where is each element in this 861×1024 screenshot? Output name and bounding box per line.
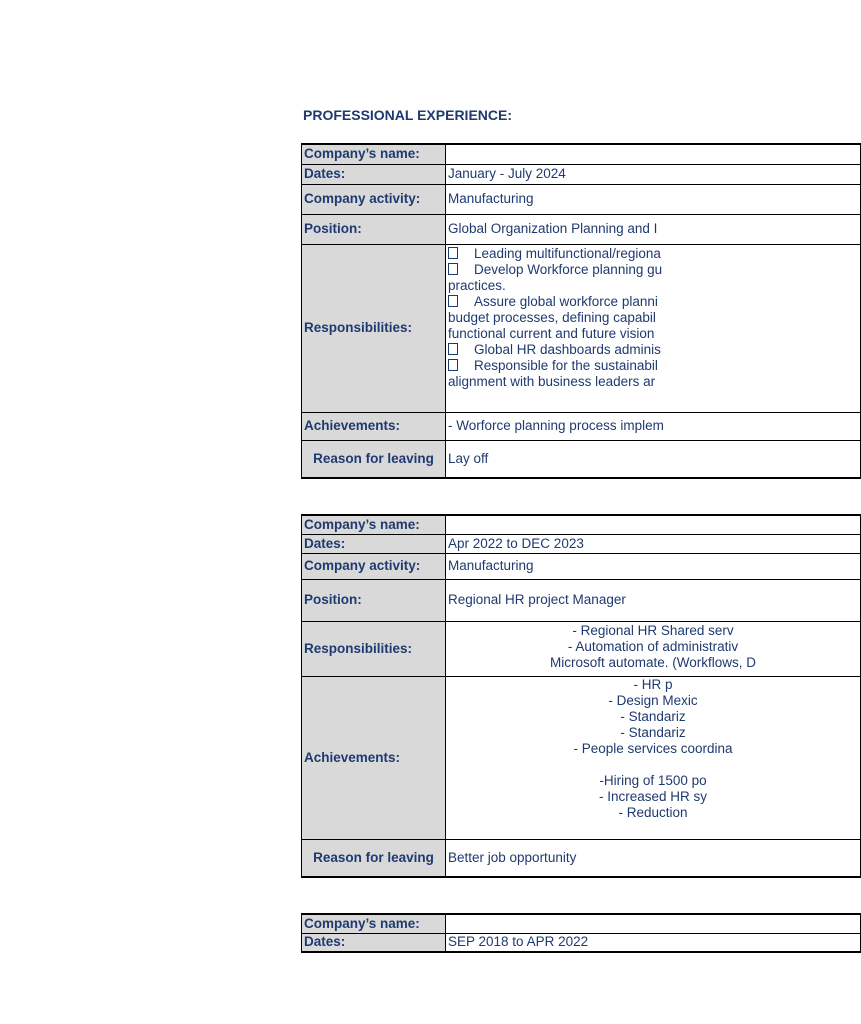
responsibilities-value — [446, 244, 861, 412]
responsibility-line: functional current and future vision — [448, 325, 655, 341]
reason-for-leaving-value: Lay off — [446, 440, 861, 478]
responsibility-line: - Regional HR Shared serv — [572, 622, 734, 638]
checkbox-glyph-icon — [448, 295, 458, 307]
company-name-label: Company’s name: — [302, 914, 446, 933]
company-name-value — [446, 914, 861, 933]
position-label: Position: — [302, 579, 446, 621]
checkbox-glyph-icon — [448, 359, 458, 371]
reason-for-leaving-label: Reason for leaving — [302, 839, 446, 877]
section-heading: PROFESSIONAL EXPERIENCE: — [303, 107, 513, 123]
responsibility-line: budget processes, defining capabil — [448, 309, 656, 325]
company-name-value — [446, 144, 861, 164]
achievement-line: - HR p — [633, 676, 673, 692]
achievement-line: -Hiring of 1500 po — [599, 772, 707, 788]
reason-for-leaving-value: Better job opportunity — [446, 839, 861, 877]
responsibility-line: Assure global workforce planni — [448, 294, 858, 310]
achievements-value: - Worforce planning process implem — [446, 412, 861, 440]
responsibility-line: Microsoft automate. (Workflows, D — [549, 654, 757, 670]
achievements-label: Achievements: — [302, 676, 446, 839]
responsibilities-label: Responsibilities: — [302, 244, 446, 412]
responsibility-line: Leading multifunctional/regiona — [448, 246, 858, 262]
company-name-label: Company’s name: — [302, 144, 446, 164]
job-table-1 — [301, 143, 664, 479]
company-activity-label: Company activity: — [302, 184, 446, 214]
checkbox-glyph-icon — [448, 343, 458, 355]
position-value: Global Organization Planning and I — [446, 214, 861, 244]
dates-value: SEP 2018 to APR 2022 — [446, 933, 861, 952]
dates-label: Dates: — [302, 164, 446, 184]
position-value: Regional HR project Manager — [446, 579, 861, 621]
responsibilities-label: Responsibilities: — [302, 621, 446, 676]
company-activity-value: Manufacturing — [446, 553, 861, 579]
company-name-value — [446, 515, 861, 534]
job-table-3 — [301, 913, 658, 953]
checkbox-glyph-icon — [448, 263, 458, 275]
responsibility-line: Develop Workforce planning gu — [448, 262, 858, 278]
company-activity-label: Company activity: — [302, 553, 446, 579]
achievement-line: - Standariz — [620, 708, 686, 724]
achievements-value — [446, 676, 861, 839]
achievement-line: - Design Mexic — [608, 692, 698, 708]
achievement-line: - Standariz — [620, 724, 686, 740]
dates-value: Apr 2022 to DEC 2023 — [446, 534, 861, 553]
achievements-label: Achievements: — [302, 412, 446, 440]
dates-label: Dates: — [302, 534, 446, 553]
position-label: Position: — [302, 214, 446, 244]
checkbox-glyph-icon — [448, 247, 458, 259]
achievement-line: - Reduction — [618, 804, 688, 820]
responsibility-line: - Automation of administrativ — [567, 638, 739, 654]
reason-for-leaving-label: Reason for leaving — [302, 440, 446, 478]
responsibility-line: Responsible for the sustainabil — [448, 358, 858, 374]
job-table-2 — [301, 514, 757, 878]
company-activity-value: Manufacturing — [446, 184, 861, 214]
dates-value: January - July 2024 — [446, 164, 861, 184]
responsibility-line: practices. — [448, 277, 506, 293]
company-name-label: Company’s name: — [302, 515, 446, 534]
responsibilities-value — [446, 621, 861, 676]
responsibility-line: Global HR dashboards adminis — [448, 342, 858, 358]
dates-label: Dates: — [302, 933, 446, 952]
achievement-line: - Increased HR sy — [598, 788, 708, 804]
achievement-line: - People services coordina — [573, 740, 733, 756]
responsibility-line: alignment with business leaders ar — [448, 373, 656, 389]
